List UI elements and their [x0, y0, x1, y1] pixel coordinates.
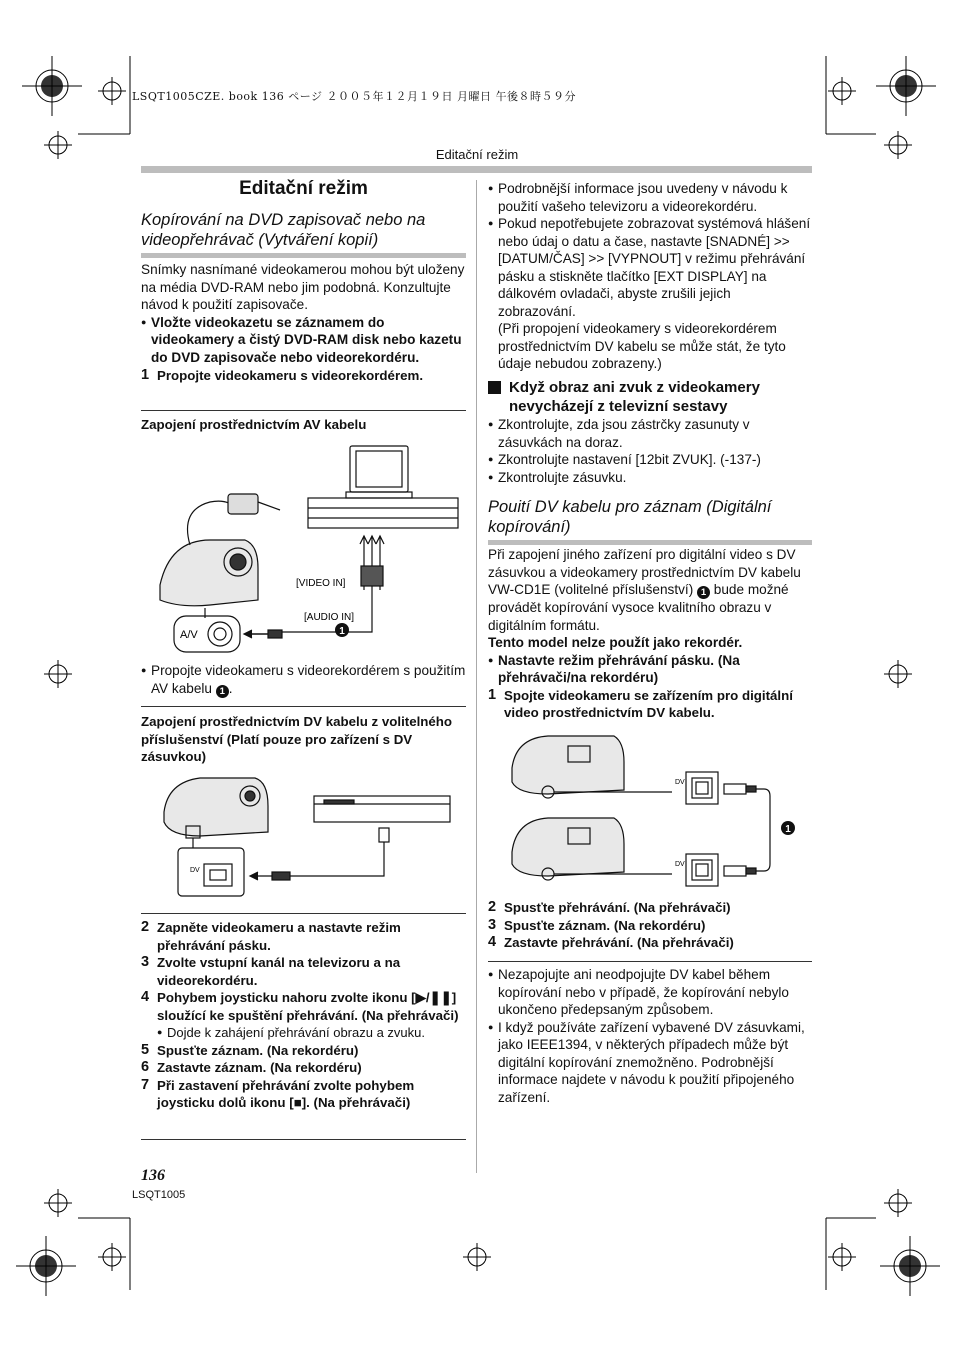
dv-cable-diagram-right [508, 732, 808, 892]
step-text: Spusťte přehrávání. (Na přehrávači) [504, 900, 731, 915]
right-bottom-notes [488, 966, 812, 1106]
dv-intro-block [488, 546, 812, 722]
step-text: Zapněte videokameru a nastavte režim přehrávání pásku. [157, 920, 401, 953]
step-text: Spusťte záznam. (Na rekordéru) [504, 917, 706, 933]
dv-jack-box [178, 848, 244, 896]
step-number: 5 [141, 1041, 150, 1058]
dv-step-4 [488, 934, 812, 952]
step-text: Pohybem joysticku nahoru zvolte ikonu [▶/❚❚] sloužící ke spuštění přehrávání. (Na přehrávači) [157, 990, 459, 1023]
dv-intro [488, 546, 812, 634]
section-rule [488, 540, 812, 545]
trouble-block [488, 378, 812, 486]
page-number: 136 [141, 1167, 165, 1184]
info-note: (Při propojení videokamery s videorekordérem prostřednictvím DV kabelu se může stát, že tyto údaje nebudou zobrazeny.) [498, 321, 786, 371]
dv-step-3 [488, 917, 812, 935]
document-code: LSQT1005 [132, 1189, 186, 1201]
dv-record-subtitle-block [488, 497, 812, 545]
video-in-label: [VIDEO IN] [296, 578, 346, 589]
step-4-bullet: ● Dojde k zahájení přehrávání obrazu a zvuku. [157, 1024, 466, 1042]
print-info-line: LSQT1005CZE. book 136 ページ ２００５年１２月１９日 月曜日 午後８時５９分 [132, 90, 576, 103]
step-number: 2 [488, 899, 497, 915]
prep-bullet: ● Vložte videokazetu se záznamem do videokamery a čistý DVD-RAM disk nebo kazetu do DVD zapisovače nebo videorekordéru. [141, 314, 466, 367]
note-bullet: ● I když používáte zařízení vybavené DV zásuvkami, jako IEEE1394, v některých případech může být digitální kopírování znemožněno. Podrobnější informace najdete v návodu k použití připojeného zařízení. [488, 1019, 812, 1107]
dv-jack-box [686, 772, 718, 804]
step-number: 1 [141, 367, 150, 383]
step-number: 4 [141, 989, 150, 1005]
step-text: Spojte videokameru se zařízením pro digitální video prostřednictvím DV kabelu. [504, 687, 793, 720]
marker-1-label: 1 [339, 626, 345, 637]
rule [141, 410, 466, 411]
info-bullet: ● Podrobnější informace jsou uvedeny v návodu k použití vašeho televizoru a videorekordéru. [488, 180, 812, 215]
dv-label-bottom: DV [675, 861, 685, 868]
dv-heading-block [141, 713, 466, 766]
step-text: Propojte videokameru s videorekordérem. [157, 368, 424, 383]
left-steps [141, 919, 466, 1112]
av-bullet [141, 662, 466, 698]
av-cable-heading: Zapojení prostřednictvím AV kabelu [141, 417, 367, 432]
right-steps [488, 899, 812, 952]
step-number: 2 [141, 919, 150, 935]
step-7 [141, 1077, 466, 1112]
tv-icon [350, 446, 408, 492]
step-text: Zastavte přehrávání. (Na přehrávači) [504, 935, 734, 950]
camera-icon [160, 540, 258, 606]
dv-jack-box [686, 854, 718, 886]
step-text: Při zastavení přehrávání zvolte pohybem joysticku dolů ikonu [■]. (Na přehrávači) [157, 1077, 415, 1110]
step-number: 1 [488, 686, 497, 703]
av-jack-label: A/V [180, 629, 198, 641]
square-icon [488, 381, 501, 394]
page-title: Editační režim [239, 178, 368, 199]
trouble-bullet: ● Zkontrolujte zásuvku. [488, 469, 812, 487]
section-title-copy: Kopírování na DVD zapisovač nebo na videopřehrávač (Vytváření kopií) [141, 211, 426, 249]
column-divider [476, 180, 477, 1173]
av-bullet-text: Propojte videokameru s videorekordérem s použitím AV kabelu [151, 663, 466, 696]
camera-icon [512, 736, 624, 794]
section-title-dv: Pouití DV kabelu pro záznam (Digitální kopírování) [488, 498, 772, 536]
section-rule [141, 253, 466, 258]
rule [141, 706, 466, 707]
right-top-block [488, 180, 812, 373]
intro-text: Snímky nasnímané videokamerou mohou být uloženy na média DVD-RAM nebo jim podobná. Konzultujte návod k použití zapisovače. [141, 262, 465, 312]
step-4 [141, 989, 466, 1024]
trouble-heading [488, 378, 812, 416]
marker-1-badge: 1 [216, 685, 229, 698]
trouble-bullet: ● Zkontrolujte, zda jsou zástrčky zasunuty v zásuvkách na doraz. [488, 416, 812, 451]
rule [141, 1139, 466, 1140]
marker-1-badge: 1 [697, 586, 710, 599]
info-bullet: ● Pokud nepotřebujete zobrazovat systémová hlášení nebo údaj o datu a čase, nastavte [SNADNÉ] >> [DATUM/ČAS] >> [VYPNOUT] v režimu přehrávání pásku a stiskněte tlačítko [EXT DISPLAY] na dálkovém ovladači, abyste zrušili jejich zobrazování. [488, 215, 812, 320]
step-number: 4 [488, 934, 497, 950]
step-number: 3 [488, 916, 497, 933]
av-cable-diagram [150, 440, 466, 662]
audio-in-label: [AUDIO IN] [304, 612, 355, 623]
header-bar [141, 166, 812, 173]
av-heading-block [141, 416, 466, 434]
step-2 [141, 919, 466, 954]
camera-icon [512, 818, 624, 876]
model-note: Tento model nelze použít jako rekordér. [488, 635, 743, 650]
dv-cable-diagram-left [160, 772, 466, 902]
dv-jack-label: DV [190, 867, 200, 874]
dv-step-2 [488, 899, 812, 917]
left-intro-block [141, 261, 466, 385]
step-number: 6 [141, 1059, 150, 1075]
marker-1-label: 1 [785, 824, 791, 835]
rule [488, 961, 812, 962]
vcr-icon [308, 498, 458, 528]
step-number: 3 [141, 954, 150, 970]
av-bullet-block [141, 662, 466, 698]
trouble-bullet: ● Zkontrolujte nastavení [12bit ZVUK]. (-137-) [488, 451, 812, 469]
step-number: 7 [141, 1076, 150, 1093]
step-5 [141, 1042, 466, 1060]
dv-intro-text: Při zapojení jiného zařízení pro digitální video s DV zásuvkou a videokamery prostřednictvím DV kabelu VW-CD1E (volitelné příslušenství) [488, 547, 801, 597]
step-text: Zvolte vstupní kanál na televizoru a na videorekordéru. [157, 955, 401, 988]
rule [141, 913, 466, 914]
step-6 [141, 1059, 466, 1077]
left-subtitle-block [141, 210, 466, 258]
step-text: Spusťte záznam. (Na rekordéru) [157, 1042, 359, 1058]
note-bullet: ● Nezapojujte ani neodpojujte DV kabel během kopírování nebo v případě, že kopírování nebylo ukončeno předepsaným způsobem. [488, 966, 812, 1019]
step-1 [141, 367, 466, 385]
dv-intro-end: bude možné provádět kopírování vysoce kvalitního obrazu v digitálním formátu. [488, 582, 789, 633]
dv-label-top: DV [675, 779, 685, 786]
step-text: Zastavte záznam. (Na rekordéru) [157, 1060, 362, 1075]
dv-cable-heading: Zapojení prostřednictvím DV kabelu z volitelného příslušenství (Platí pouze pro zařízení s DV zásuvkou) [141, 714, 453, 764]
trouble-heading-text: Když obraz ani zvuk z videokamery nevycházejí z televizní sestavy [509, 379, 760, 415]
left-column [141, 178, 466, 200]
step-3 [141, 954, 466, 989]
av-bullet-end: . [228, 680, 233, 696]
running-header: Editační režim [435, 147, 519, 162]
dv-step-1 [488, 687, 812, 722]
mode-bullet: ● Nastavte režim přehrávání pásku. (Na přehrávači/na rekordéru) [488, 652, 812, 687]
